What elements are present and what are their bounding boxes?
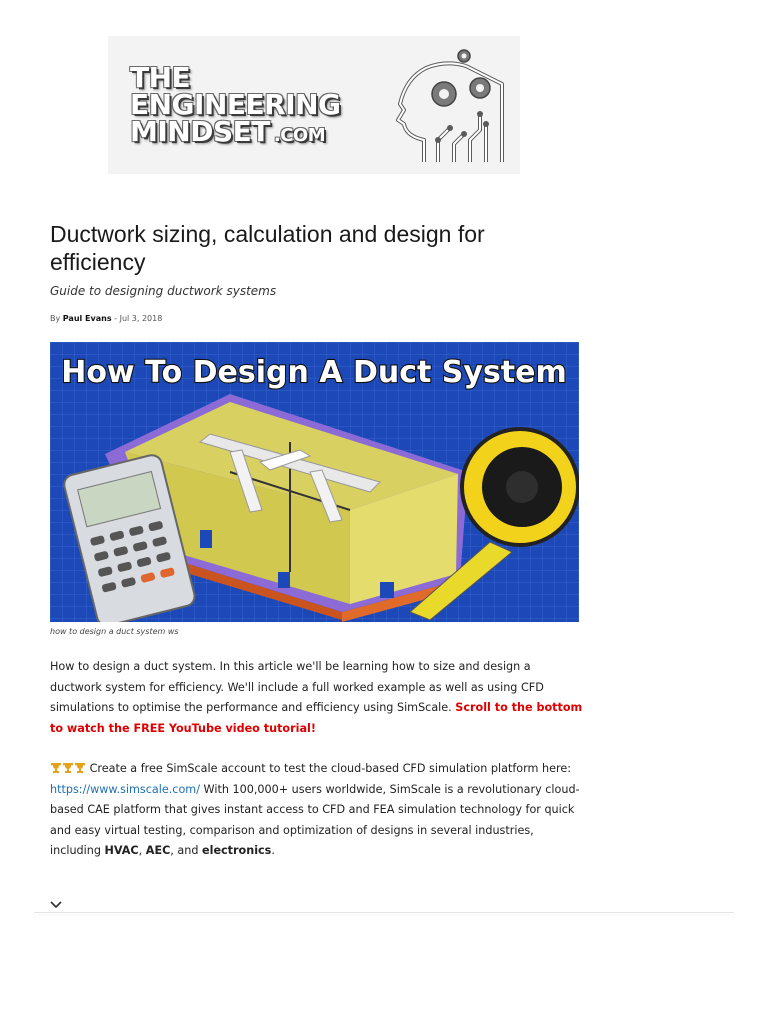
site-logo[interactable]: [108, 36, 520, 174]
publish-date: Jul 3, 2018: [119, 314, 163, 323]
byline: [50, 314, 162, 323]
logo-line-3: [130, 115, 370, 149]
logo-mindset: MINDSET: [130, 115, 270, 148]
intro-text: How to design a duct system. In this article we'll be learning how to size and design a ductwork system for efficiency. We'll include a full worked example as well as using CFD simulations to optimise the performance and efficiency using SimScale.: [50, 660, 544, 714]
hero-title: How To Design A Duct System: [61, 355, 567, 390]
article-subtitle: Guide to designing ductwork systems: [50, 284, 277, 298]
simscale-description: With 100,000+ users worldwide, SimScale is a revolutionary cloud-based CAE platform that gives instant access to CFD and FEA simulation technology for quick and easy virtual testing, comparison and optimization of designs in several industries, including: [50, 782, 580, 857]
byline-separator: -: [114, 314, 118, 323]
industry-aec: AEC: [145, 844, 171, 857]
trophy-icon: [50, 762, 62, 773]
and-text: , and: [170, 844, 199, 857]
hero-image: [50, 342, 579, 622]
industry-hvac: HVAC: [104, 844, 139, 857]
engineering-head-icon: [384, 44, 514, 168]
scroll-notice: Scroll to the bottom to watch the FREE YouTube video tutorial!: [50, 701, 583, 735]
hero-illustration: [50, 342, 579, 622]
author-link[interactable]: Paul Evans: [62, 314, 112, 323]
industry-electronics: electronics: [202, 844, 272, 857]
chevron-down-icon[interactable]: [50, 900, 62, 910]
image-caption: how to design a duct system ws: [50, 627, 179, 636]
period: .: [271, 844, 275, 857]
logo-wordmark: [130, 61, 370, 149]
trophy-icon: [74, 762, 86, 773]
trophy-icon: [62, 762, 74, 773]
article-title: Ductwork sizing, calculation and design for efficiency: [50, 221, 485, 275]
logo-dotcom: .COM: [273, 125, 326, 146]
logo-line-2: ENGINEERING: [130, 88, 341, 121]
trophy-icons: [50, 762, 86, 775]
simscale-intro: Create a free SimScale account to test the cloud-based CFD simulation platform here:: [89, 762, 571, 775]
logo-line-1: THE: [130, 61, 191, 94]
simscale-paragraph: [50, 759, 585, 862]
intro-paragraph: [50, 657, 585, 739]
simscale-link[interactable]: https://www.simscale.com/: [50, 782, 200, 796]
by-label: By: [50, 314, 61, 323]
bottom-divider: [34, 912, 734, 913]
comma: ,: [138, 844, 143, 857]
